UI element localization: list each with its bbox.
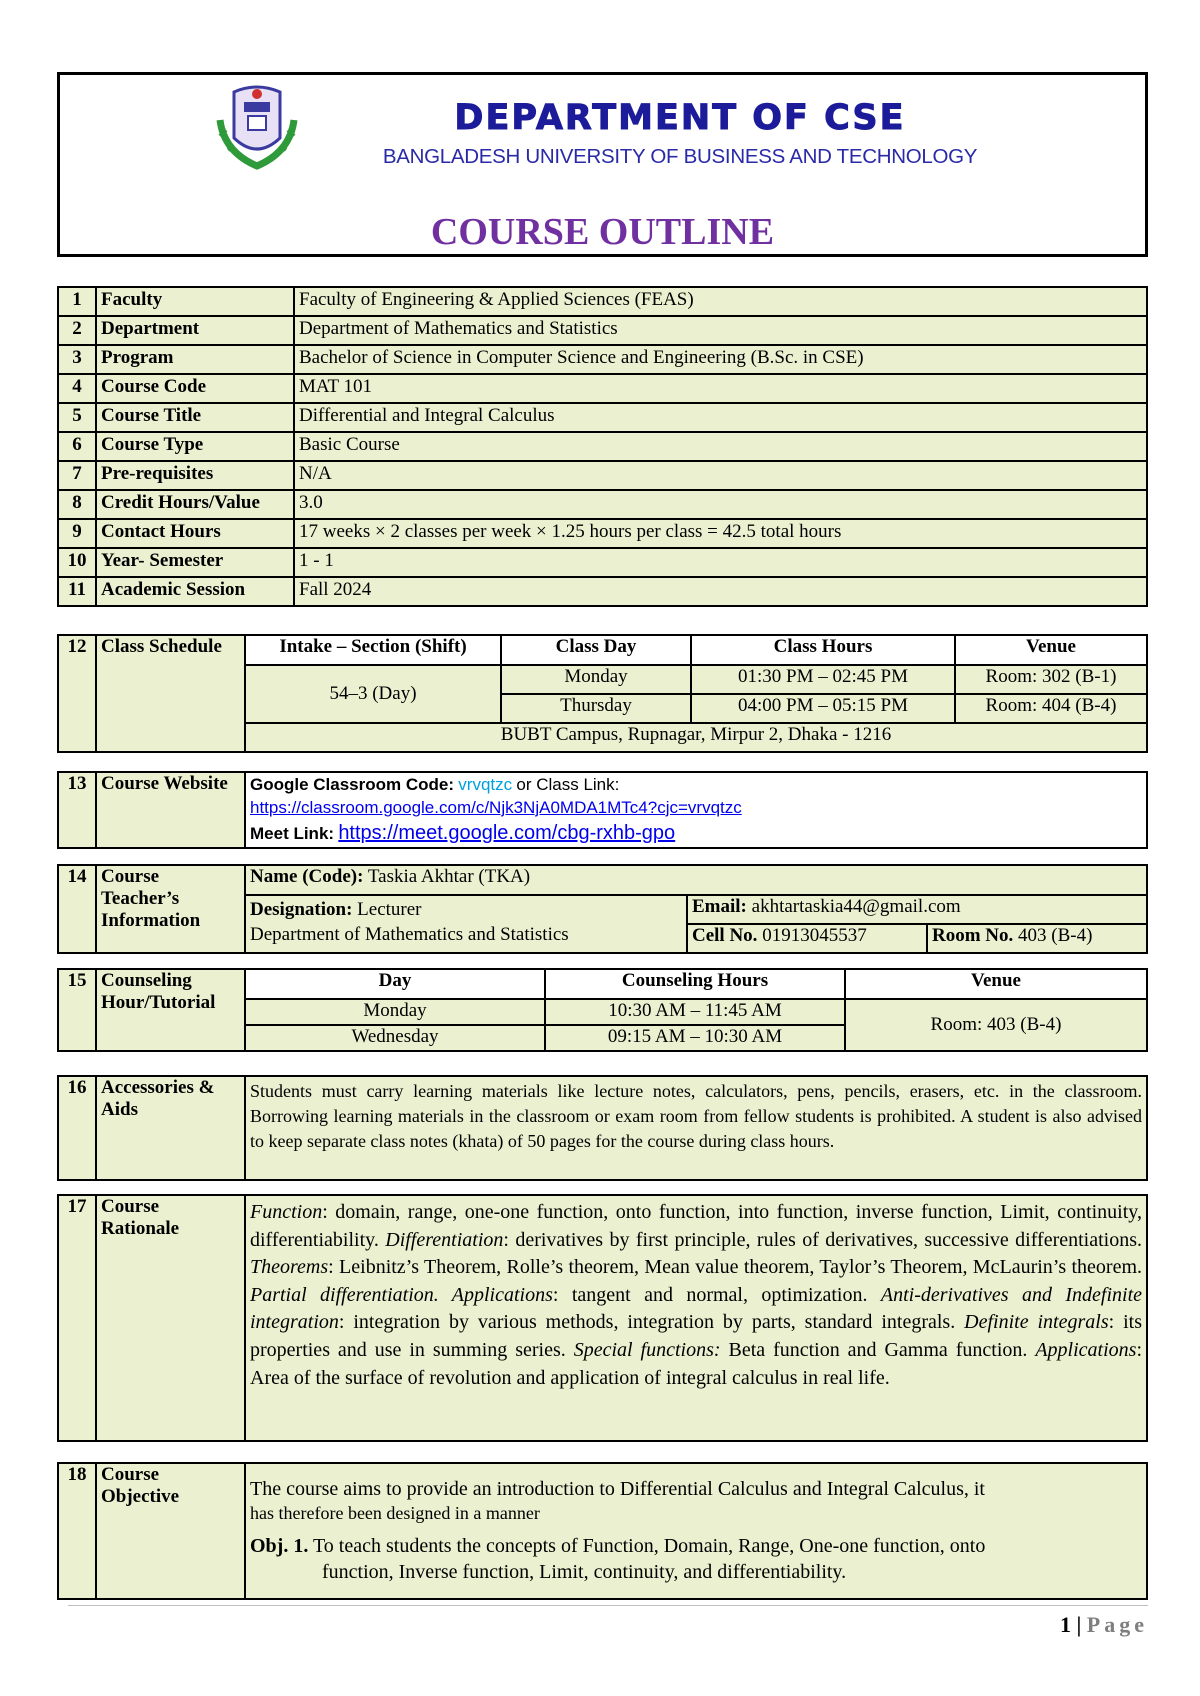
counseling-venue: Room: 403 (B-4) bbox=[845, 999, 1147, 1051]
teacher-department: Department of Mathematics and Statistics bbox=[250, 923, 569, 945]
objective-intro: The course aims to provide an introduction to Differential Calculus and Integral Calculus, it bbox=[250, 1478, 985, 1500]
rationale-detail: : domain, range, one-one function, onto function, into function, inverse function, Limit, continuity, differentiability. bbox=[250, 1201, 1142, 1251]
counseling-day: Wednesday bbox=[245, 1025, 545, 1051]
page-number bbox=[1000, 1612, 1148, 1638]
section-number: 12 bbox=[58, 635, 96, 752]
class-link[interactable]: https://classroom.google.com/c/Njk3NjA0MDA1MTc4?cjc=vrvqtzc bbox=[250, 797, 742, 817]
row-label: Credit Hours/Value bbox=[96, 490, 294, 519]
header-class-hours: Class Hours bbox=[691, 635, 955, 665]
row-label: Year- Semester bbox=[96, 548, 294, 577]
campus-address: BUBT Campus, Rupnagar, Mirpur 2, Dhaka - 1216 bbox=[245, 723, 1147, 752]
row-number: 11 bbox=[58, 577, 96, 606]
row-number: 6 bbox=[58, 432, 96, 461]
row-label: Contact Hours bbox=[96, 519, 294, 548]
class-venue: Room: 302 (B-1) bbox=[955, 665, 1147, 694]
row-label: Course Title bbox=[96, 403, 294, 432]
row-value: Basic Course bbox=[294, 432, 1147, 461]
section-label: Course Rationale bbox=[96, 1195, 245, 1441]
designation-label: Designation: bbox=[250, 899, 353, 920]
class-hours: 01:30 PM – 02:45 PM bbox=[691, 665, 955, 694]
rationale-detail: : Area of the surface of revolution and application of integral calculus in real life. bbox=[250, 1338, 1143, 1389]
website-content bbox=[245, 772, 1147, 848]
page-word: Page bbox=[1086, 1612, 1148, 1637]
teacher-name-label: Name (Code): bbox=[250, 866, 364, 887]
rationale-text bbox=[245, 1195, 1147, 1441]
meet-link[interactable]: https://meet.google.com/cbg-rxhb-gpo bbox=[338, 821, 676, 844]
info-row bbox=[58, 316, 1147, 345]
rationale-topic: Definite integrals bbox=[964, 1311, 1109, 1334]
section-label: Counseling Hour/Tutorial bbox=[96, 969, 245, 1051]
rationale-detail: Beta function and Gamma function. bbox=[720, 1338, 1036, 1361]
teacher-info-table bbox=[57, 864, 1148, 954]
university-name: BANGLADESH UNIVERSITY OF BUSINESS AND TECHNOLOGY bbox=[382, 145, 978, 168]
teacher-name-cell bbox=[245, 865, 1147, 895]
section-number: 17 bbox=[58, 1195, 96, 1441]
row-value: Department of Mathematics and Statistics bbox=[294, 316, 1147, 345]
course-info-body bbox=[58, 287, 1147, 606]
row-value: Bachelor of Science in Computer Science and Engineering (B.Sc. in CSE) bbox=[294, 345, 1147, 374]
footer-divider bbox=[68, 1605, 1148, 1606]
section-label: Accessories & Aids bbox=[96, 1076, 245, 1180]
page-separator: | bbox=[1076, 1612, 1082, 1637]
header-class-day: Class Day bbox=[501, 635, 691, 665]
info-row bbox=[58, 374, 1147, 403]
objective-item-cont: function, Inverse function, Limit, continuity, and differentiability. bbox=[322, 1561, 847, 1584]
section-number: 13 bbox=[58, 772, 96, 848]
row-number: 4 bbox=[58, 374, 96, 403]
rationale-detail: : its properties and use in summing series. bbox=[250, 1311, 1142, 1361]
info-row bbox=[58, 577, 1147, 606]
rationale-topic: Differentiation bbox=[385, 1228, 504, 1251]
info-row bbox=[58, 403, 1147, 432]
row-value: 17 weeks × 2 classes per week × 1.25 hours per class = 42.5 total hours bbox=[294, 519, 1147, 548]
class-day: Monday bbox=[501, 665, 691, 694]
row-value: Differential and Integral Calculus bbox=[294, 403, 1147, 432]
row-label: Department bbox=[96, 316, 294, 345]
email[interactable]: akhtartaskia44@gmail.com bbox=[751, 896, 961, 917]
rationale-topic: Anti-derivatives and Indefinite integration bbox=[250, 1283, 1143, 1334]
header-counseling-hours: Counseling Hours bbox=[545, 969, 845, 999]
university-logo-icon bbox=[214, 80, 300, 176]
row-value: N/A bbox=[294, 461, 1147, 490]
row-label: Faculty bbox=[96, 287, 294, 316]
objective-label: Obj. 1. bbox=[250, 1535, 309, 1558]
rationale-topic: Theorems bbox=[250, 1256, 329, 1279]
designation-cell bbox=[245, 895, 687, 953]
accessories-table bbox=[57, 1075, 1148, 1181]
room-label: Room No. bbox=[932, 925, 1014, 946]
info-row bbox=[58, 548, 1147, 577]
email-cell bbox=[687, 895, 1147, 924]
cell-number-cell bbox=[687, 924, 927, 953]
cell-number: 01913045537 bbox=[762, 925, 867, 946]
objective-item: To teach students the concepts of Function, Domain, Range, One-one function, onto bbox=[312, 1535, 986, 1558]
class-hours: 04:00 PM – 05:15 PM bbox=[691, 694, 955, 723]
header-day: Day bbox=[245, 969, 545, 999]
section-number: 16 bbox=[58, 1076, 96, 1180]
row-label: Program bbox=[96, 345, 294, 374]
section-label: Class Schedule bbox=[96, 635, 245, 752]
page-number-value: 1 bbox=[1059, 1612, 1071, 1637]
row-value: Faculty of Engineering & Applied Sciences (FEAS) bbox=[294, 287, 1147, 316]
row-label: Academic Session bbox=[96, 577, 294, 606]
designation: Lecturer bbox=[357, 899, 422, 920]
section-number: 18 bbox=[58, 1463, 96, 1599]
class-link-label: or Class Link: bbox=[516, 775, 620, 794]
section-number: 15 bbox=[58, 969, 96, 1051]
section-label: Course Teacher’s Information bbox=[96, 865, 245, 953]
counseling-hours: 09:15 AM – 10:30 AM bbox=[545, 1025, 845, 1051]
info-row bbox=[58, 287, 1147, 316]
email-label: Email: bbox=[692, 896, 747, 917]
class-venue: Room: 404 (B-4) bbox=[955, 694, 1147, 723]
header-intake: Intake – Section (Shift) bbox=[245, 635, 501, 665]
row-number: 5 bbox=[58, 403, 96, 432]
row-number: 2 bbox=[58, 316, 96, 345]
rationale-detail: : tangent and normal, optimization. bbox=[552, 1283, 881, 1306]
meet-link-label: Meet Link: bbox=[250, 823, 335, 843]
header-venue: Venue bbox=[955, 635, 1147, 665]
department-title: DEPARTMENT OF CSE bbox=[454, 98, 906, 138]
row-label: Pre-requisites bbox=[96, 461, 294, 490]
info-row bbox=[58, 432, 1147, 461]
rationale-detail: : derivatives by first principle, rules of derivatives, successive differentiations. bbox=[503, 1228, 1142, 1251]
rationale-detail: : Leibnitz’s Theorem, Rolle’s theorem, Mean value theorem, Taylor’s Theorem, McLaurin’s theorem. bbox=[328, 1256, 1142, 1279]
rationale-topic: Function bbox=[250, 1201, 323, 1223]
classroom-code[interactable]: vrvqtzc bbox=[458, 775, 513, 794]
row-label: Course Type bbox=[96, 432, 294, 461]
info-row bbox=[58, 490, 1147, 519]
accessories-text: Students must carry learning materials like lecture notes, calculators, pens, pencils, erasers, etc. in the classroom. Borrowing learning materials in the classroom or exam room from fellow students is prohibited. A student is also advised to keep separate class notes (khata) of 50 pages for the course during class hours. bbox=[245, 1076, 1147, 1180]
rationale-table bbox=[57, 1194, 1148, 1442]
course-info-table bbox=[57, 286, 1148, 607]
counseling-hours: 10:30 AM – 11:45 AM bbox=[545, 999, 845, 1025]
objective-intro-cont: has therefore been designed in a manner bbox=[250, 1503, 540, 1523]
teacher-name: Taskia Akhtar (TKA) bbox=[367, 866, 531, 887]
row-number: 8 bbox=[58, 490, 96, 519]
info-row bbox=[58, 345, 1147, 374]
objective-table bbox=[57, 1462, 1148, 1600]
counseling-table bbox=[57, 968, 1148, 1052]
course-website-table bbox=[57, 771, 1148, 849]
row-number: 9 bbox=[58, 519, 96, 548]
rationale-topic: Special functions: bbox=[573, 1338, 721, 1361]
row-number: 10 bbox=[58, 548, 96, 577]
class-day: Thursday bbox=[501, 694, 691, 723]
rationale-topic: Partial differentiation. Applications bbox=[250, 1283, 553, 1306]
intake-section: 54–3 (Day) bbox=[245, 665, 501, 723]
info-row bbox=[58, 461, 1147, 490]
rationale-detail: : integration by various methods, integration by parts, standard integrals. bbox=[338, 1311, 965, 1334]
classroom-code-label: Google Classroom Code: bbox=[250, 775, 455, 794]
room-number: 403 (B-4) bbox=[1018, 925, 1093, 946]
rationale-topic: Applications bbox=[1035, 1338, 1137, 1361]
info-row bbox=[58, 519, 1147, 548]
header-venue: Venue bbox=[845, 969, 1147, 999]
row-number: 3 bbox=[58, 345, 96, 374]
section-label: Course Objective bbox=[96, 1463, 245, 1599]
document-title: COURSE OUTLINE bbox=[430, 211, 775, 253]
section-label: Course Website bbox=[96, 772, 245, 848]
objective-text bbox=[245, 1463, 1147, 1599]
row-value: Fall 2024 bbox=[294, 577, 1147, 606]
room-cell bbox=[927, 924, 1147, 953]
row-value: 3.0 bbox=[294, 490, 1147, 519]
row-number: 7 bbox=[58, 461, 96, 490]
row-value: MAT 101 bbox=[294, 374, 1147, 403]
class-schedule-table bbox=[57, 634, 1148, 753]
counseling-day: Monday bbox=[245, 999, 545, 1025]
row-number: 1 bbox=[58, 287, 96, 316]
cell-label: Cell No. bbox=[692, 925, 758, 946]
row-label: Course Code bbox=[96, 374, 294, 403]
section-number: 14 bbox=[58, 865, 96, 953]
row-value: 1 - 1 bbox=[294, 548, 1147, 577]
